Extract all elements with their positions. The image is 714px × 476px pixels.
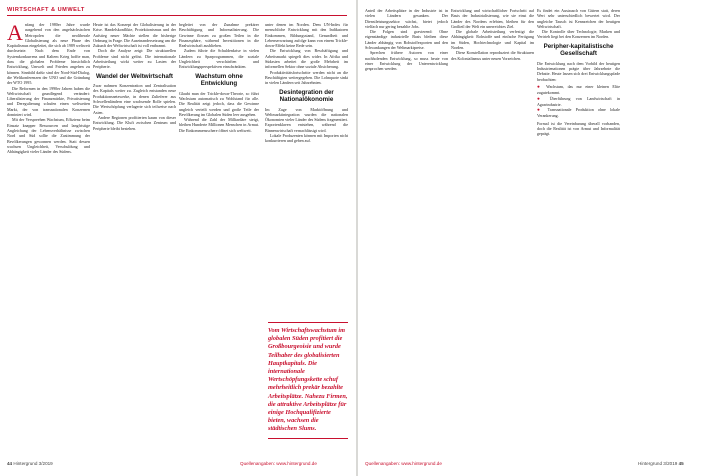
list-item xyxy=(537,107,620,119)
paragraph: nfang der 1980er Jahre wurde ausgehend von den angelsächsischen Metropolen die neoliberale Globalisierung als neue Phase des Kapitalismus eingeleitet, die sich ab 1989 weltweit durchsetzte. Nach dem Ende von Systemkonkurrenz und Kaltem Krieg hoffte man, dass die globalen Probleme hinsichtlich Entwicklung, Umwelt und Frieden angehen zu können. Sinnbild dafür sind der Nord-Süd-Dialog, die Weltkonferenzen der UNO und die Gründung der WTO 1995. xyxy=(7,22,90,86)
paragraph: unter denen im Norden. Dem UN-Index für menschliche Entwicklung mit den Indikatoren Einkommen, Bildungsstand, Gesundheit und Lebenserwartung zufolge kann von einem Trickle-down-Effekt keine Rede sein. xyxy=(265,22,348,49)
page-number-left xyxy=(7,461,53,466)
paragraph: Entwicklung und wirtschaftlicher Fortschritt auf Basis der Industrialisierung, wie sie einst die Länder des Nordens erlebten, bleiben für den Großteil der Welt ein unerreichtes Ziel. xyxy=(451,8,534,29)
source-link-right[interactable]: Quellenangaben: www.hintergrund.de xyxy=(365,461,442,466)
paragraph: begleitet von der Zunahme prekärer Beschäftigung und Informalisierung. Die Gewinne flossen zu großen Teilen in die Finanzsphäre, während Investitionen in die Realwirtschaft ausblieben. xyxy=(179,22,259,49)
page-number: 45 xyxy=(678,461,684,466)
list-item-text: Transnationale Produktion ohne lokale Verankerung. xyxy=(537,107,620,119)
paragraph: Die Kontrolle über Technologie, Marken und Vertrieb liegt bei den Konzernen im Norden. xyxy=(537,29,620,40)
page-number-right xyxy=(638,461,684,466)
paragraph: Mit der Verspreehen Wachstum, Effizienz beim Einsatz knapper Ressourcen und langfristige Angleichung der Lebensverhältnisse zwischen Nord und Süd sollte die Zustimmung der Bevölkerungen gewonnen werden. Statt dessen wachsen Ungleichheit, Verschuldung und Abhängigkeit vieler Länder des Südens. xyxy=(7,117,90,155)
bullet-icon: ● xyxy=(537,108,548,114)
list-item-text: Überführung von Landwirtschaft in Agrarindustrie. xyxy=(537,95,620,107)
subheading-weltwirtschaft: Wandel der Weltwirtschaft xyxy=(95,72,173,80)
paragraph: Heute ist das Konzept der Globalisierung in der Krise. Handelskonflikte, Protektionismus und der Aufstieg neuer Mächte stellen die bisherige Ordnung in Frage. Die Auseinandersetzung um die Zukunft der Weltwirtschaft ist voll entbrannt. xyxy=(93,22,176,49)
list-item-text: Wachstum, das nur einer kleinen Elite zugutekommt. xyxy=(537,83,620,96)
page-number: 44 xyxy=(7,461,13,466)
issue-label: Hintergrund 3/2019 xyxy=(638,461,678,466)
column-1 xyxy=(7,22,90,154)
issue-label: Hintergrund 3/2019 xyxy=(13,461,53,466)
bullet-icon: ● xyxy=(537,96,550,102)
bullet-list xyxy=(537,84,620,119)
column-7 xyxy=(537,8,620,137)
paragraph: Glaubt man der Trickle-down-Theorie, so führt Wachstum automatisch zu Wohlstand für alle. Die Realität zeigt jedoch, dass die Gewinne ungleich verteilt werden und große Teile der Bevölkerung im Globalen Süden leer ausgehen. xyxy=(179,90,259,117)
dropcap: A xyxy=(7,20,23,45)
subheading-wachstum: Wachstum ohne Entwicklung xyxy=(195,72,243,88)
pull-quote-rule-bottom xyxy=(268,438,348,439)
paragraph: Die globale Arbeitsteilung verfestigt die Abhängigkeit: Rohstoffe und einfache Fertigung im Süden, Hochtechnologie und Kapital im Norden. xyxy=(451,29,534,51)
paragraph: Im Zuge von Marktöffnung und Weltmarktintegration wurden die nationalen Ökonomien vieler Länder des Südens fragmentiert. Exportenklaven entstehen, während die Binnenwirtschaft vernachlässigt wird. xyxy=(265,106,348,133)
paragraph: Zwar nahmen Konzentration und Zentralisation des Kapitals weiter zu. Zugleich entstanden neue Produktionsnetzwerke, in denen Zulieferer aus Schwellenländern eine wachsende Rolle spielen. Die Wertschöpfung verlagerte sich teilweise nach Asien. xyxy=(93,83,176,115)
column-6 xyxy=(451,8,534,61)
paragraph: Die Reformen in den 1990er Jahren haben die Weltwirtschaft grundlegend verändert: Liberalisierung der Finanzmärkte, Privatisierung und Deregulierung schufen einen weltweiten Markt, der von transnationalen Konzernen dominiert wird. xyxy=(7,85,90,118)
paragraph: Die Entwicklung nach dem Vorbild der heutigen Industrienationen prägte über Jahrzehnte die Debatte. Heute lassen sich drei Entwicklungspfade beobachten: xyxy=(537,60,620,82)
pull-quote xyxy=(268,318,348,443)
section-rule xyxy=(7,15,347,16)
paragraph: Zudem führte die Schuldenkrise in vielen Ländern zu Sparprogrammen, die soziale Ungleichheit verschärften und Entwicklungsperspektiven einschränkten. xyxy=(179,48,259,70)
paragraph: Es findet ein Austausch von Gütern statt, deren Wert sehr unterschiedlich bewertet wird. Der ungleiche Tausch ist Kennzeichen der heutigen Weltwirtschaft. xyxy=(537,8,620,29)
paragraph: Doch die Analyse zeigt: Die strukturellen Probleme sind nicht gelöst. Die internationale Arbeitsteilung wirkt weiter zu Lasten der Peripherie. xyxy=(93,48,176,70)
right-page xyxy=(358,0,714,476)
source-link-left[interactable]: Quellenangaben: www.hintergrund.de xyxy=(240,461,317,466)
left-page xyxy=(0,0,356,476)
pull-quote-rule-top xyxy=(268,322,348,323)
paragraph: Anteil der Arbeitsplätze in der Industrie ist in vielen Ländern gesunken. Der Dienstleistungssektor wächst, bietet jedoch vielfach nur gering bezahlte Jobs. xyxy=(365,8,448,29)
bullet-icon: ● xyxy=(537,84,547,90)
section-label: WIRTSCHAFT & UMWELT xyxy=(7,7,85,13)
paragraph: Die Entwicklung von Beschäftigung und Arbeitsmarkt spiegelt dies wider. In Afrika und Südasien arbeitet die große Mehrheit im informellen Sektor ohne soziale Absicherung. xyxy=(265,48,348,70)
list-item xyxy=(537,96,620,108)
subheading-nationaloekonomie: Desintegration der Nationalökonomie xyxy=(279,88,334,104)
column-3 xyxy=(179,22,259,133)
subheading-peripher: Peripher-kapitalistische Gesellschaft xyxy=(543,42,614,58)
column-4 xyxy=(265,22,348,144)
paragraph: Sprechen frühere Autoren von einer nachholenden Entwicklung, so muss heute von einer Entwicklung der Unterentwicklung gesprochen werden. xyxy=(365,50,448,72)
paragraph: Die Folgen sind gravierend: Ohne eigenständige industrielle Basis bleiben diese Länder abhängig von Rohstoffexporten und den Schwankungen der Weltmarktpreise. xyxy=(365,29,448,51)
paragraph: Lokale Produzenten können mit Importen nicht konkurrieren und geben auf. xyxy=(265,133,348,144)
paragraph: Während die Zahl der Milliardäre steigt, bleiben Hunderte Millionen Menschen in Armut. Die Einkommensschere öffnet sich weltweit. xyxy=(179,117,259,133)
pull-quote-text: Vom Wirtschaftswachstum im globalen Süden profitiert die Großbourgeoisie und wurde Teilhaber des globalisierten Hauptkapitals. Die internationale Wertschöpfungskette schuf mehrheitlich prekär bezahlte Arbeitsplätze. Nahezu Firmen, die attraktive Arbeitsplätze für einige Hochqualifizierte bieten, wachsen die städtischen Slums. xyxy=(268,327,348,433)
paragraph: Andere Regionen profitierten kaum von dieser Entwicklung. Die Kluft zwischen Zentrum und Peripherie bleibt bestehen. xyxy=(93,114,176,131)
column-2 xyxy=(93,22,176,131)
paragraph: Formal ist die Vereinbarung überall vorhanden, doch die Realität ist von Armut und Informalität geprägt. xyxy=(537,120,620,137)
paragraph: Produktivitätsfortschritte werden nicht an die Beschäftigten weitergegeben. Die Lohnquote sinkt in vielen Ländern seit Jahrzehnten. xyxy=(265,69,348,86)
column-5 xyxy=(365,8,448,72)
list-item xyxy=(537,84,620,96)
paragraph: Diese Konstellation reproduziert die Strukturen des Kolonialismus unter neuen Vorzeichen. xyxy=(451,50,534,61)
